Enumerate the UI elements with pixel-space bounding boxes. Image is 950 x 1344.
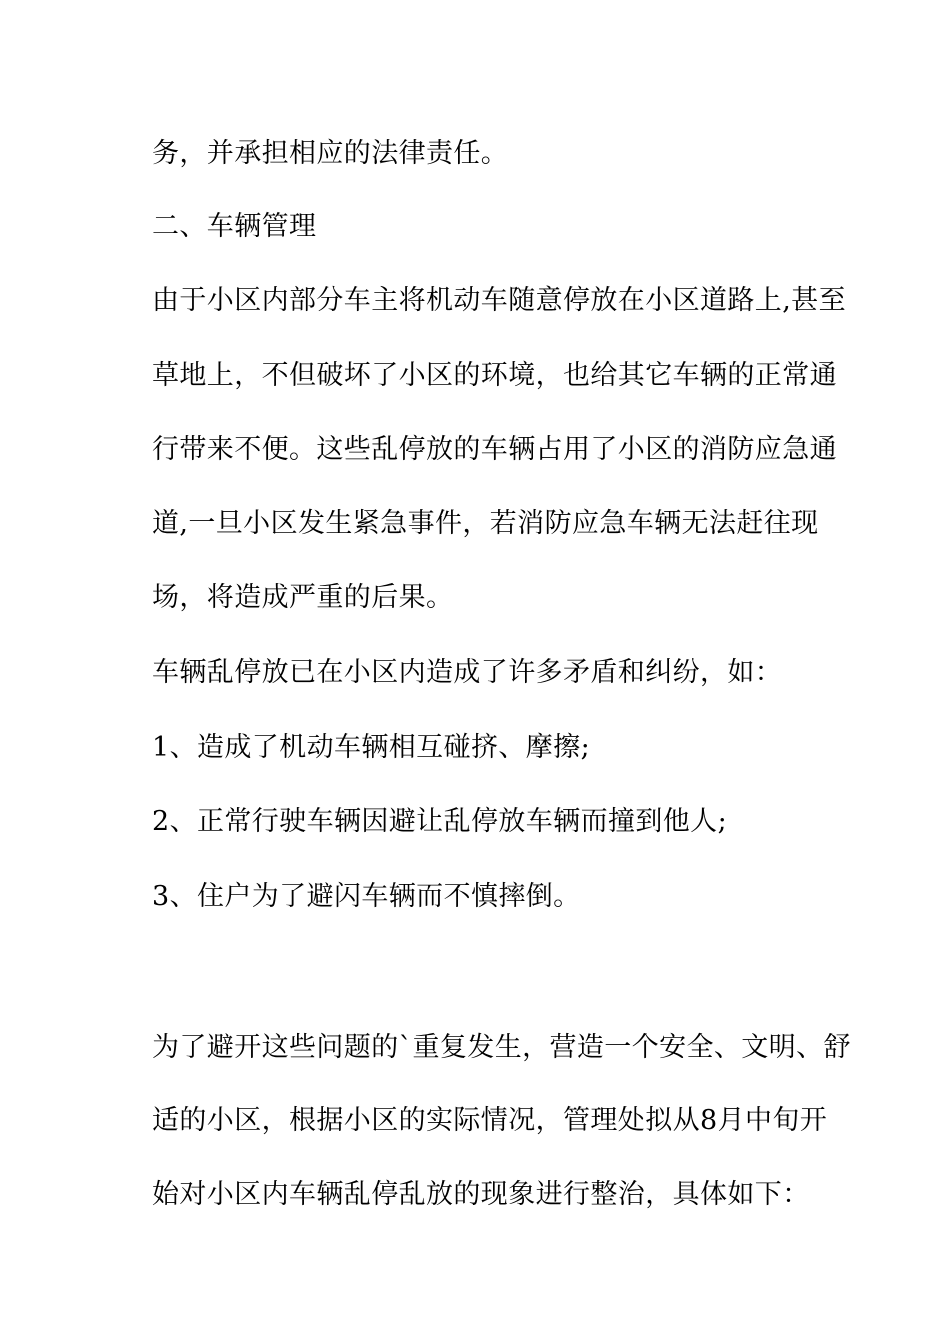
paragraph-line: 由于小区内部分车主将机动车随意停放在小区道路上,甚至 — [152, 285, 846, 316]
paragraph-line: 车辆乱停放已在小区内造成了许多矛盾和纠纷，如： — [152, 657, 783, 688]
list-item: 1、造成了机动车辆相互碰挤、摩擦; — [152, 732, 591, 763]
paragraph-line: 行带来不便。这些乱停放的车辆占用了小区的消防应急通 — [152, 434, 837, 465]
section-heading: 二、车辆管理 — [152, 211, 317, 242]
paragraph-line: 道,一旦小区发生紧急事件，若消防应急车辆无法赶往现 — [152, 508, 819, 539]
paragraph-line: 场，将造成严重的后果。 — [152, 582, 454, 613]
paragraph-line: 为了避开这些问题的`重复发生，营造一个安全、文明、舒 — [152, 1032, 851, 1063]
paragraph-line: 适的小区，根据小区的实际情况，管理处拟从8月中旬开 — [152, 1105, 828, 1136]
list-item: 2、正常行驶车辆因避让乱停放车辆而撞到他人; — [152, 806, 728, 837]
paragraph-line: 始对小区内车辆乱停乱放的现象进行整治，具体如下： — [152, 1179, 810, 1210]
paragraph-line: 务，并承担相应的法律责任。 — [152, 138, 509, 169]
paragraph-line: 草地上，不但破坏了小区的环境，也给其它车辆的正常通 — [152, 360, 837, 391]
list-item: 3、住户为了避闪车辆而不慎摔倒。 — [152, 881, 581, 912]
